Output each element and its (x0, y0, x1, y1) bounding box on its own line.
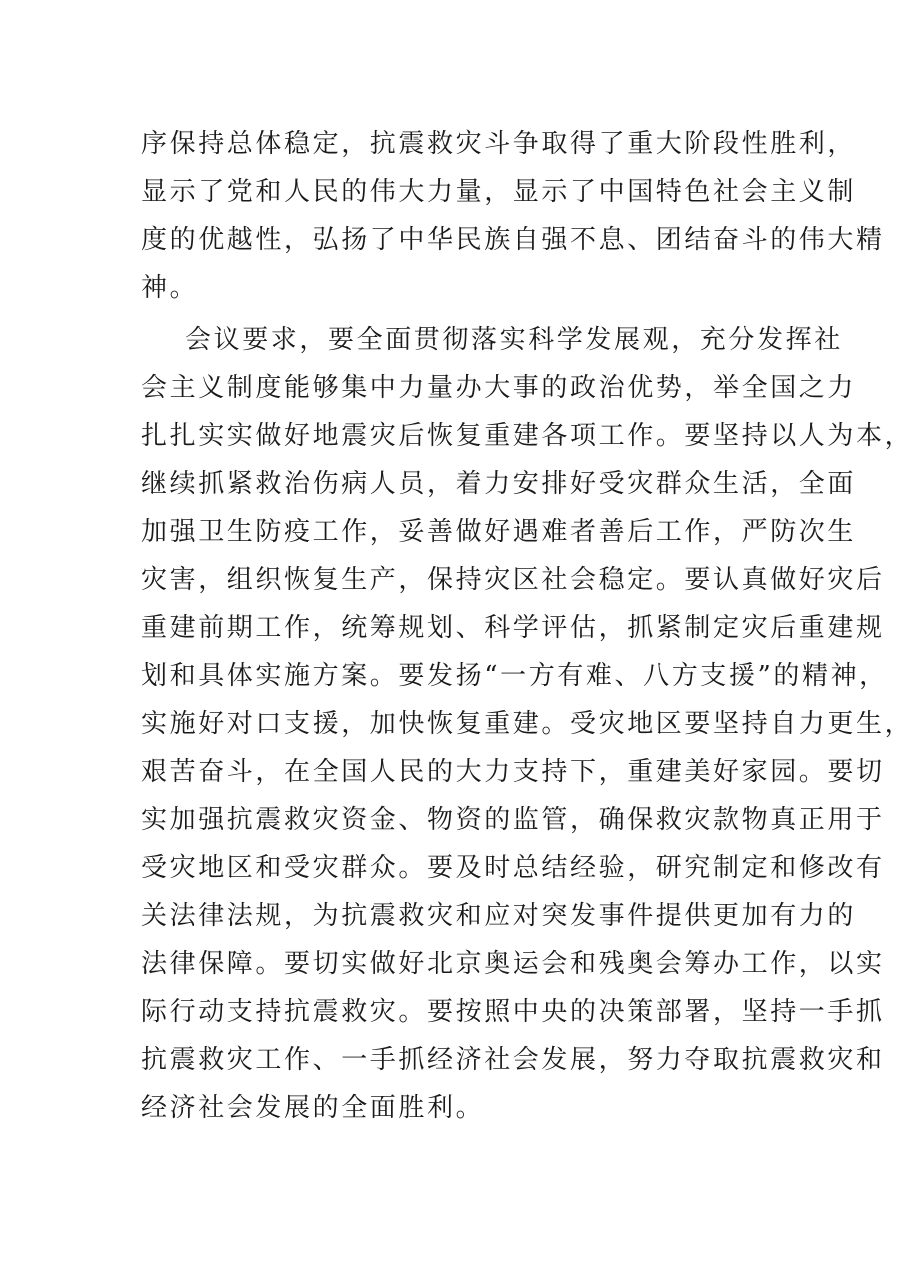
text-line: 抗震救灾工作、一手抓经济社会发展，努力夺取抗震救灾和 (141, 1045, 885, 1075)
text-line: 度的优越性，弘扬了中华民族自强不息、团结奋斗的伟大精 (141, 225, 885, 255)
text-line: 会议要求，要全面贯彻落实科学发展观，充分发挥社 (185, 325, 843, 355)
text-line: 神。 (141, 273, 199, 303)
paragraph-2 (141, 316, 913, 1132)
text-line: 加强卫生防疫工作，妥善做好遇难者善后工作，严防次生 (141, 517, 857, 547)
text-line: 受灾地区和受灾群众。要及时总结经验，研究制定和修改有 (141, 853, 885, 883)
text-line: 会主义制度能够集中力量办大事的政治优势，举全国之力 (141, 373, 857, 403)
text-line: 扎扎实实做好地震灾后恢复重建各项工作。要坚持以人为本， (141, 421, 913, 451)
text-line: 继续抓紧救治伤病人员，着力安排好受灾群众生活，全面 (141, 469, 857, 499)
text-line: 显示了党和人民的伟大力量，显示了中国特色社会主义制 (141, 177, 857, 207)
text-line: 实加强抗震救灾资金、物资的监管，确保救灾款物真正用于 (141, 805, 885, 835)
text-line: 实施好对口支援，加快恢复重建。受灾地区要坚持自力更生， (141, 709, 913, 739)
document-body (141, 120, 913, 1132)
text-line: 灾害，组织恢复生产，保持灾区社会稳定。要认真做好灾后 (141, 565, 885, 595)
text-line: 艰苦奋斗，在全国人民的大力支持下，重建美好家园。要切 (141, 757, 885, 787)
text-line: 关法律法规，为抗震救灾和应对突发事件提供更加有力的 (141, 901, 857, 931)
text-line: 重建前期工作，统筹规划、科学评估，抓紧制定灾后重建规 (141, 613, 885, 643)
text-line: 划和具体实施方案。要发扬“一方有难、八方支援”的精神， (141, 661, 888, 691)
paragraph-1 (141, 120, 885, 312)
text-line: 法律保障。要切实做好北京奥运会和残奥会筹办工作，以实 (141, 949, 885, 979)
text-line: 序保持总体稳定，抗震救灾斗争取得了重大阶段性胜利， (141, 129, 857, 159)
text-line: 经济社会发展的全面胜利。 (141, 1093, 485, 1123)
text-line: 际行动支持抗震救灾。要按照中央的决策部署，坚持一手抓 (141, 997, 885, 1027)
